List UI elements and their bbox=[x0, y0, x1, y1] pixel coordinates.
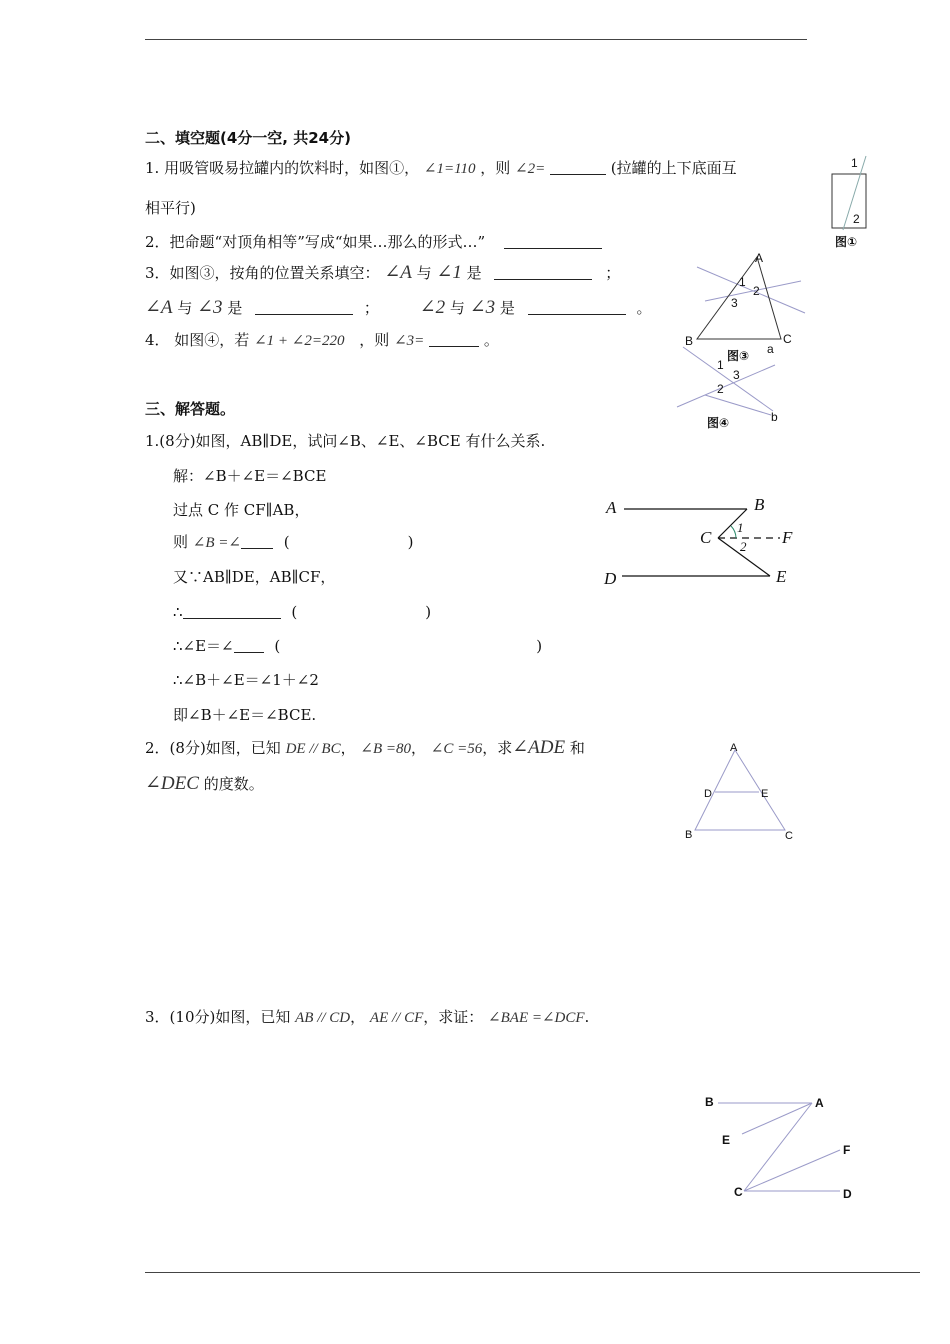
question-1 bbox=[145, 158, 737, 179]
figure-p3 bbox=[700, 1090, 865, 1210]
p2-text-a: 2．(8分)如图，已知 bbox=[145, 739, 281, 757]
p1-line5 bbox=[173, 602, 431, 622]
p2-expr-c: ∠C =56 bbox=[430, 741, 483, 757]
p1-l6-text: ∴∠E＝∠ bbox=[173, 637, 234, 655]
q2-answer-blank[interactable] bbox=[504, 234, 602, 249]
p3-expr-ae-cf: AE // CF bbox=[369, 1010, 424, 1026]
p3-text-a: 3．(10分)如图，已知 bbox=[145, 1008, 291, 1026]
q3-blank-1[interactable] bbox=[494, 265, 592, 280]
q3-yu2: 与 bbox=[177, 299, 193, 317]
fig3-label-1: 1 bbox=[739, 275, 746, 289]
fig1-label-1: 1 bbox=[851, 156, 858, 170]
p2-expr-dec: ∠DEC bbox=[145, 773, 199, 794]
figp3-label-f: F bbox=[843, 1143, 851, 1157]
fig1-caption: 图① bbox=[835, 235, 858, 249]
figp3-label-a: A bbox=[815, 1096, 824, 1110]
fig3-label-a: A bbox=[755, 251, 764, 265]
problem-3 bbox=[145, 1007, 589, 1028]
q3-semi: ； bbox=[605, 264, 621, 282]
p1-line1: 解：∠B＋∠E＝∠BCE bbox=[173, 467, 327, 485]
figp1-label-2: 2 bbox=[740, 539, 747, 554]
segment-ea bbox=[742, 1103, 812, 1134]
p1-blank-1[interactable] bbox=[241, 534, 273, 549]
fig3-label-3: 3 bbox=[731, 296, 738, 310]
segment-cf bbox=[744, 1150, 840, 1191]
q1-text-a: 1. 用吸管吸易拉罐内的饮料时，如图①， bbox=[145, 159, 420, 177]
q1-angle2: ∠2= bbox=[515, 161, 546, 177]
problem-2 bbox=[145, 738, 585, 759]
question-3 bbox=[145, 263, 620, 283]
p1-line3 bbox=[173, 532, 413, 553]
fig4-label-2: 2 bbox=[717, 382, 724, 396]
fig4-label-b: b bbox=[771, 410, 778, 424]
p1-blank-2[interactable] bbox=[183, 604, 281, 619]
bottom-rule bbox=[145, 1272, 920, 1273]
fig4-caption: 图④ bbox=[707, 416, 730, 430]
p2-text-c: 和 bbox=[569, 739, 585, 757]
q1-answer-blank[interactable] bbox=[550, 160, 606, 175]
figp3-label-c: C bbox=[734, 1185, 743, 1199]
p1-line8: 即∠B＋∠E＝∠BCE. bbox=[173, 706, 317, 724]
p2-expr-parallel: DE // BC bbox=[285, 741, 341, 757]
p1-l3-close: ) bbox=[407, 533, 414, 551]
q3-angle-1: ∠1 bbox=[436, 262, 462, 283]
q3-angle-3: ∠3 bbox=[197, 297, 223, 318]
p2-text-b: ，求 bbox=[482, 739, 513, 757]
fig3-label-b: B bbox=[685, 334, 694, 348]
figp3-label-e: E bbox=[722, 1133, 731, 1147]
p1-reason-2[interactable] bbox=[297, 605, 425, 619]
p1-line4: 又∵AB∥DE，AB∥CF， bbox=[173, 568, 336, 586]
q3-shi2: 是 bbox=[227, 299, 243, 317]
section3-title: 三、解答题。 bbox=[145, 400, 236, 418]
q3-angle-a2: ∠A bbox=[145, 297, 173, 318]
can-rect bbox=[832, 174, 866, 228]
p1-l3-expr: ∠B =∠ bbox=[192, 535, 241, 551]
q3-blank-2[interactable] bbox=[255, 300, 353, 315]
top-rule bbox=[145, 39, 807, 40]
q3-angle-3b: ∠3 bbox=[469, 297, 496, 318]
q4-mid: ，则 bbox=[359, 331, 390, 349]
p1-l5-open: ( bbox=[291, 603, 298, 621]
q1-text-b: ，则 bbox=[480, 159, 511, 177]
fig3-caption: 图③ bbox=[727, 349, 750, 363]
figp2-label-a: A bbox=[730, 742, 738, 754]
fig4-label-1: 1 bbox=[717, 358, 724, 372]
p1-l3-open: ( bbox=[283, 533, 290, 551]
q1-angle1: ∠1=110 bbox=[423, 161, 476, 177]
p1-reason-1[interactable] bbox=[290, 535, 408, 549]
p1-l3-ze: 则 bbox=[173, 533, 189, 551]
q1-text-d: 相平行) bbox=[145, 199, 196, 217]
p1-line7: ∴∠B＋∠E＝∠1＋∠2 bbox=[173, 671, 319, 689]
figure-p1 bbox=[600, 490, 805, 590]
q4-ans: ∠3= bbox=[394, 333, 425, 349]
p2-comma2: ， bbox=[410, 739, 426, 757]
q3-yu3: 与 bbox=[449, 299, 465, 317]
q3-shi3: 是 bbox=[499, 299, 515, 317]
p2-expr-ade: ∠ADE bbox=[512, 737, 566, 758]
p1-l6-open: ( bbox=[274, 637, 281, 655]
fig3-label-c: C bbox=[783, 332, 792, 346]
p1-line2: 过点 C 作 CF∥AB， bbox=[173, 501, 310, 519]
p2-comma: ， bbox=[340, 739, 356, 757]
fig3-label-2: 2 bbox=[753, 284, 760, 298]
fig4-label-a: a bbox=[767, 342, 774, 356]
q3-text: 3．如图③，按角的位置关系填空： bbox=[145, 264, 380, 282]
fig3-transversal-1 bbox=[697, 267, 805, 313]
fig1-label-2: 2 bbox=[853, 212, 860, 226]
p1-l5-therefore: ∴ bbox=[173, 603, 183, 621]
p3-dot: . bbox=[584, 1008, 590, 1026]
q4-end: 。 bbox=[483, 331, 499, 349]
figp1-label-b: B bbox=[754, 495, 765, 514]
p1-l6-close: ) bbox=[536, 637, 543, 655]
question-2 bbox=[145, 232, 602, 252]
p3-comma: ， bbox=[350, 1008, 366, 1026]
fig4-line-b-cross bbox=[677, 365, 775, 407]
p1-reason-3[interactable] bbox=[280, 639, 536, 653]
fig4-label-3: 3 bbox=[733, 368, 740, 382]
q4-expr: ∠1 + ∠2=220 bbox=[254, 333, 345, 349]
angle-arc bbox=[731, 526, 736, 538]
fig4-line-b bbox=[705, 395, 771, 415]
q3-angle-2b: ∠2 bbox=[419, 297, 446, 318]
q3-semi2: ； bbox=[363, 299, 379, 317]
figp2-label-c: C bbox=[785, 830, 793, 842]
q4-blank[interactable] bbox=[429, 332, 479, 347]
figp1-label-c: C bbox=[700, 528, 712, 547]
q4-text: 4． 如图④，若 bbox=[145, 331, 250, 349]
fig3-triangle bbox=[697, 257, 781, 339]
p3-expr-goal: ∠BAE =∠DCF bbox=[488, 1010, 585, 1026]
q2-text: 2．把命题“对顶角相等”写成“如果…那么的形式…” bbox=[145, 233, 486, 251]
figp1-label-e: E bbox=[776, 567, 787, 586]
problem-2-line2 bbox=[145, 774, 264, 794]
figp1-label-1: 1 bbox=[737, 520, 744, 535]
p2-text-d: 的度数。 bbox=[203, 775, 264, 793]
p2-expr-b: ∠B =80 bbox=[360, 741, 411, 757]
figure-1 bbox=[825, 150, 875, 250]
p1-l5-close: ) bbox=[425, 603, 432, 621]
q3-shi: 是 bbox=[466, 264, 482, 282]
section2-title: 二、填空题(4分一空, 共24分) bbox=[145, 129, 351, 147]
question-4 bbox=[145, 330, 499, 351]
figp1-label-f: F bbox=[782, 528, 793, 547]
figure-3-4 bbox=[665, 245, 815, 435]
p1-blank-3[interactable] bbox=[234, 638, 264, 653]
q3-end: 。 bbox=[636, 299, 652, 317]
figp2-label-b: B bbox=[685, 829, 693, 841]
figure-p2 bbox=[675, 735, 805, 845]
q1-text-c: (拉罐的上下底面互 bbox=[610, 159, 737, 177]
p1-line6 bbox=[173, 636, 542, 656]
figp2-label-d: D bbox=[704, 788, 712, 800]
figp1-label-a: A bbox=[606, 498, 617, 517]
q3-yu: 与 bbox=[416, 264, 432, 282]
p1-stem: 1.(8分)如图，AB∥DE，试问∠B、∠E、∠BCE 有什么关系. bbox=[145, 432, 546, 450]
figp3-label-d: D bbox=[843, 1187, 852, 1201]
q3-angle-a: ∠A bbox=[384, 262, 412, 283]
figp1-label-d: D bbox=[604, 569, 617, 588]
question-3-line2 bbox=[145, 298, 651, 318]
figp2-label-e: E bbox=[761, 788, 769, 800]
p3-expr-ab-cd: AB // CD bbox=[295, 1010, 351, 1026]
p3-text-b: ，求证： bbox=[423, 1008, 484, 1026]
figp3-label-b: B bbox=[705, 1095, 714, 1109]
q3-blank-3[interactable] bbox=[528, 300, 626, 315]
segment-ca bbox=[744, 1103, 812, 1191]
